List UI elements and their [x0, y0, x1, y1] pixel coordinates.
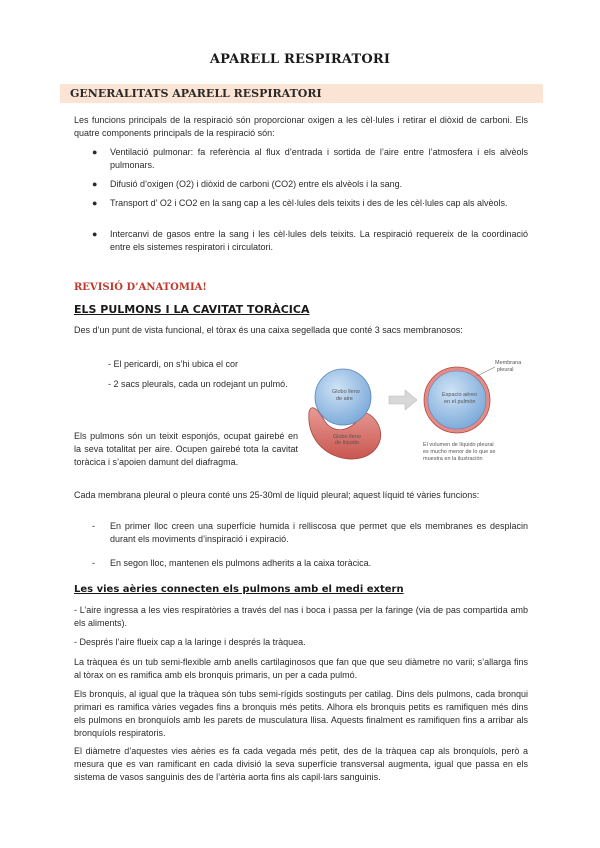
dash-text: En primer lloc creen una superfície humida i relliscosa que permet que els membranes es desplacin durant els moviments d’inspiració i expiració.: [110, 521, 528, 544]
bullet-item: [92, 228, 528, 254]
airways-subheading: Les vies aèries connecten els pulmons amb el medi extern: [74, 584, 404, 595]
list-item: - El pericardi, on s’hi ubica el cor: [108, 359, 239, 369]
section-heading-band: [60, 84, 543, 103]
bullet-dot: ●: [92, 198, 98, 208]
figure-label: Globo lleno: [333, 434, 361, 440]
paragraph: La tràquea és un tub semi-flexible amb anells cartilaginosos que fan que que seu diàmetre no varii; s’allarga fins al tòrax on es ramifica amb els bronquis primaris, un per a cada pulmó.: [74, 657, 528, 680]
bullet-text: Difusió d’oxigen (O2) i diòxid de carboni (CO2) entre els alvèols i la sang.: [110, 179, 403, 189]
figure-label: de líquido: [335, 440, 359, 446]
bullet-dot: ●: [92, 179, 98, 189]
paragraph: El diàmetre d’aquestes vies aèries es fa cada vegada més petit, des de la tràquea cap als bronquíols, però a mesura que es van ramificant en cada divisió la seva superfície transversal augmenta, igual que passa en els sistema de vasos sanguinis des de l’artèria aorta fins als capil·lars sanguinis.: [74, 746, 528, 782]
paragraph: Els pulmons són un teixit esponjós, ocupat gairebé en la seva totalitat per aire. Ocupen gairebé tota la cavitat toràcica i s’apoien damunt del diafragma.: [74, 431, 298, 467]
figure-label: en el pulmón: [444, 399, 476, 405]
dash-item: [92, 557, 528, 570]
page-title: APARELL RESPIRATORI: [209, 52, 391, 67]
anatomy-heading: REVISIÓ D’ANATOMIA!: [74, 282, 207, 293]
bullet-item: [92, 146, 528, 172]
arrow-icon: [389, 390, 417, 410]
figure-label: Espacio aéreo: [442, 392, 478, 398]
figure-label: de aire: [336, 396, 353, 402]
figure-label: Globo lleno: [332, 389, 360, 395]
bullet-dot: ●: [92, 147, 98, 157]
paragraph: Els bronquis, al igual que la tràquea són tubs semi-rígids sostinguts per catilag. Dins dels pulmons, cada bronqui primari es ramifica vàries vegades fins a bronquis més petits. Alhora els bronquis petits es ramifiquen més dins els pulmons en bronquíols amb les parets de musculatura llisa. Aquests finalment es ramifiquen fins a arribar als bronquíols respiratoris.: [74, 689, 528, 738]
membrane-pointer: [477, 367, 495, 376]
paragraph: Des d’un punt de vista funcional, el tòrax és una caixa segellada que conté 3 sacs membranosos:: [74, 325, 463, 335]
paragraph: - Després l’aire flueix cap a la laringe i després la tràquea.: [74, 637, 306, 647]
intro-paragraph: Les funcions principals de la respiració són proporcionar oxigen a les cèl·lules i retirar el diòxid de carboni. Els quatre components principals de la respiració són:: [74, 115, 528, 138]
figure-caption: El volumen de líquido pleural: [423, 442, 494, 448]
bullet-text: Ventilació pulmonar: fa referència al flux d’entrada i sortida de l’aire entre l’atmosfera i els alvèols pulmonars.: [110, 147, 528, 170]
dash-mark: -: [92, 558, 95, 568]
paragraph: - L’aire ingressa a les vies respiratòries a través del nas i boca i passa per la faringe (via de pas compartida amb els aliments).: [74, 605, 528, 628]
dash-mark: -: [92, 521, 95, 531]
bullet-item: [92, 197, 528, 210]
bullet-item: [92, 178, 528, 191]
list-item: - 2 sacs pleurals, cada un rodejant un pulmó.: [108, 379, 288, 389]
bullet-text: Intercanvi de gasos entre la sang i les cèl·lules dels teixits. La respiració requereix de la coordinació entre els sistemes respiratori i circulatori.: [110, 229, 528, 252]
pleura-illustration: [305, 352, 535, 482]
section-heading: GENERALITATS APARELL RESPIRATORI: [70, 87, 322, 100]
lungs-subheading: ELS PULMONS I LA CAVITAT TORÀCICA: [74, 303, 310, 316]
figure-caption: muestra en la ilustración: [423, 456, 483, 462]
figure-label: Membrana: [495, 360, 522, 366]
figure-caption: es mucho menor de lo que se: [423, 449, 496, 455]
figure-label: pleural: [497, 367, 514, 373]
bullet-text: Transport d’ O2 i CO2 en la sang cap a les cèl·lules dels teixits i des de les cèl·lules cap als alvèols.: [110, 198, 508, 208]
dash-item: [92, 520, 528, 546]
paragraph: Cada membrana pleural o pleura conté uns 25-30ml de líquid pleural; aquest líquid té vàries funcions:: [74, 490, 480, 500]
bullet-dot: ●: [92, 229, 98, 239]
dash-text: En segon lloc, mantenen els pulmons adherits a la caixa toràcica.: [110, 558, 372, 568]
